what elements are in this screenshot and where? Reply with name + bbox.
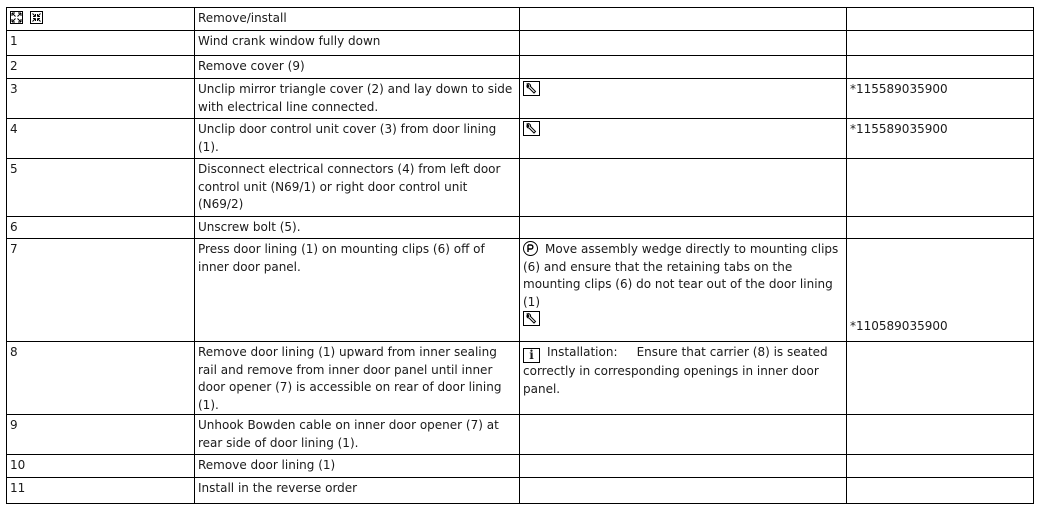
table-row bbox=[7, 31, 1034, 56]
info-label: Installation: bbox=[547, 345, 618, 359]
step-number: 11 bbox=[7, 478, 195, 504]
procedure-table bbox=[6, 7, 1034, 504]
note-text: Move assembly wedge directly to mounting clips (6) and ensure that the retaining tabs on the mounting clips (6) do not tear out of the door lining (1) bbox=[523, 242, 839, 309]
special-tool-icon[interactable] bbox=[523, 81, 540, 96]
step-number: 9 bbox=[7, 415, 195, 455]
step-number: 7 bbox=[7, 239, 195, 342]
note-cell bbox=[520, 239, 847, 342]
table-header-row bbox=[7, 8, 1034, 31]
part-number-cell bbox=[847, 239, 1034, 342]
special-tool-icon[interactable] bbox=[523, 311, 540, 326]
step-text: Unclip mirror triangle cover (2) and lay down to side with electrical line connected. bbox=[195, 79, 520, 119]
step-number: 3 bbox=[7, 79, 195, 119]
step-text: Press door lining (1) on mounting clips (6) off of inner door panel. bbox=[195, 239, 520, 342]
step-number: 6 bbox=[7, 217, 195, 239]
table-row bbox=[7, 79, 1034, 119]
step-text: Remove cover (9) bbox=[195, 56, 520, 79]
table-row bbox=[7, 217, 1034, 239]
step-number: 10 bbox=[7, 455, 195, 478]
part-number: *110589035900 bbox=[850, 318, 948, 333]
step-text: Unclip door control unit cover (3) from door lining (1). bbox=[195, 119, 520, 159]
collapse-arrows-icon[interactable] bbox=[30, 11, 43, 24]
table-row bbox=[7, 342, 1034, 415]
step-text: Disconnect electrical connectors (4) from left door control unit (N69/1) or right door control unit (N69/2) bbox=[195, 159, 520, 217]
table-row bbox=[7, 239, 1034, 342]
table-row bbox=[7, 119, 1034, 159]
step-number: 2 bbox=[7, 56, 195, 79]
step-text: Remove door lining (1) upward from inner sealing rail and remove from inner door panel until inner door opener (7) is accessible on rear of door lining (1). bbox=[195, 342, 520, 415]
header-empty bbox=[520, 8, 847, 31]
table-row bbox=[7, 415, 1034, 455]
table-row bbox=[7, 159, 1034, 217]
info-cell bbox=[520, 342, 847, 415]
step-text: Wind crank window fully down bbox=[195, 31, 520, 56]
header-empty bbox=[847, 8, 1034, 31]
step-text: Install in the reverse order bbox=[195, 478, 520, 504]
part-number: *115589035900 bbox=[847, 119, 1034, 159]
step-number: 8 bbox=[7, 342, 195, 415]
info-text: Ensure that carrier (8) is seated correctly in corresponding openings in inner door panel. bbox=[523, 345, 828, 396]
table-row bbox=[7, 455, 1034, 478]
expand-arrows-icon[interactable] bbox=[10, 11, 23, 24]
tool-cell bbox=[520, 119, 847, 159]
step-number: 4 bbox=[7, 119, 195, 159]
step-number: 5 bbox=[7, 159, 195, 217]
special-tool-icon[interactable] bbox=[523, 121, 540, 136]
step-text: Unhook Bowden cable on inner door opener (7) at rear side of door lining (1). bbox=[195, 415, 520, 455]
tool-cell bbox=[520, 79, 847, 119]
table-row bbox=[7, 56, 1034, 79]
caution-note-icon bbox=[523, 241, 538, 256]
header-icons-cell bbox=[7, 8, 195, 31]
part-number: *115589035900 bbox=[847, 79, 1034, 119]
step-text: Unscrew bolt (5). bbox=[195, 217, 520, 239]
header-title: Remove/install bbox=[195, 8, 520, 31]
table-row bbox=[7, 478, 1034, 504]
step-number: 1 bbox=[7, 31, 195, 56]
info-icon: i bbox=[523, 348, 540, 363]
step-text: Remove door lining (1) bbox=[195, 455, 520, 478]
